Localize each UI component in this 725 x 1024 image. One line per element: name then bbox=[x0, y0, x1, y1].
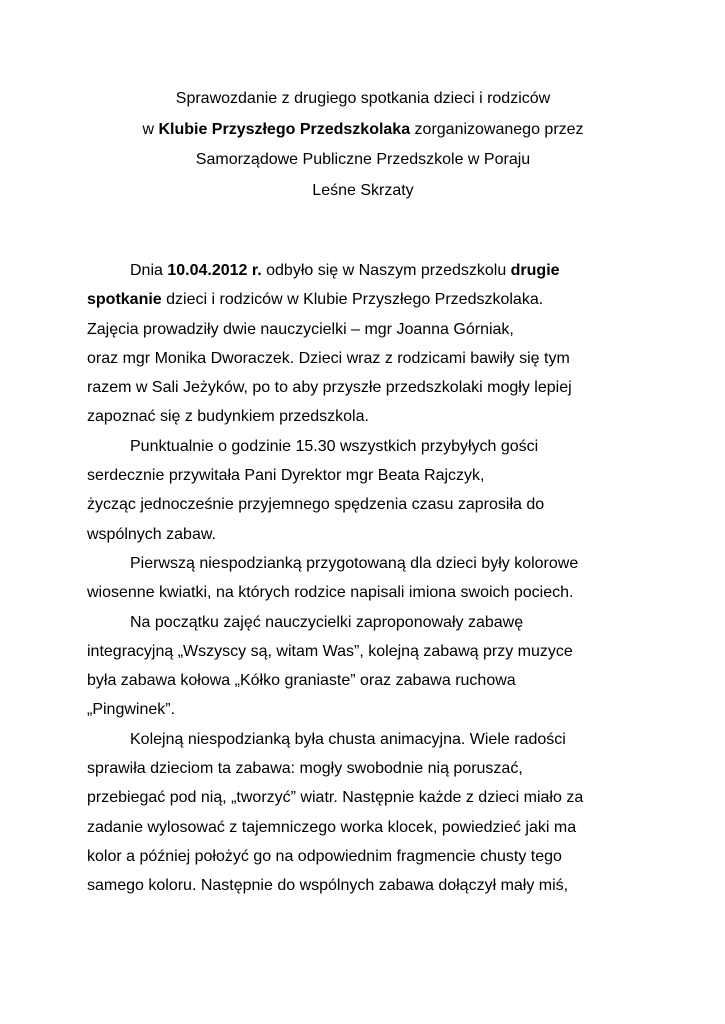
title-line-2-suffix: zorganizowanego przez bbox=[410, 120, 584, 138]
text-run: Dnia bbox=[130, 262, 168, 279]
paragraph-1-line-4: oraz mgr Monika Dworaczek. Dzieci wraz z rodzicami bawiły się tym bbox=[87, 349, 570, 367]
paragraph-4-line-3: była zabawa kołowa „Kółko graniaste” oraz zabawa ruchowa bbox=[87, 672, 516, 690]
paragraph-2-line-4: wspólnych zabaw. bbox=[87, 525, 216, 543]
paragraph-4-line-4: „Pingwinek”. bbox=[87, 701, 176, 719]
paragraph-1-line-5: razem w Sali Jeżyków, po to aby przyszłe przedszkolaki mogły lepiej bbox=[87, 379, 572, 397]
title-line-4: Leśne Skrzaty bbox=[312, 181, 414, 199]
title-line-2 bbox=[80, 115, 646, 146]
paragraph-3-line-2: wiosenne kwiatki, na których rodzice napisali imiona swoich pociech. bbox=[87, 584, 574, 602]
title-line-3: Samorządowe Publiczne Przedszkole w Poraju bbox=[195, 151, 531, 168]
paragraph-5-line-3: przebiegać pod nią, „tworzyć” wiatr. Następnie każde z dzieci miało za bbox=[87, 789, 584, 807]
paragraph-4-line-1: Na początku zajęć nauczycielki zaproponowały zabawę bbox=[130, 613, 524, 631]
bold-text: spotkanie bbox=[87, 291, 162, 309]
date-text: 10.04.2012 r. bbox=[167, 262, 262, 279]
paragraph-5-line-6: samego koloru. Następnie do wspólnych zabawa dołączył mały miś, bbox=[87, 877, 569, 895]
paragraph-1-line-3: Zajęcia prowadziły dwie nauczycielki – mgr Joanna Górniak, bbox=[87, 320, 514, 338]
paragraph-1-line-2 bbox=[87, 285, 583, 314]
paragraph-2-line-3: życząc jednocześnie przyjemnego spędzenia czasu zaprosiła do bbox=[87, 496, 545, 514]
report-body bbox=[87, 256, 583, 901]
paragraph-1-line-6: zapoznać się z budynkiem przedszkola. bbox=[87, 408, 369, 426]
paragraph-5-line-1: Kolejną niespodzianką była chusta animacyjna. Wiele radości bbox=[130, 730, 566, 748]
paragraph-2-line-1: Punktualnie o godzinie 15.30 wszystkich przybyłych gości bbox=[130, 437, 539, 455]
paragraph-5-line-5: kolor a później położyć go na odpowiednim fragmencie chusty tego bbox=[87, 847, 562, 865]
title-line-2-prefix: w bbox=[142, 120, 159, 138]
report-title bbox=[80, 84, 646, 206]
text-run: odbyło się w Naszym przedszkolu bbox=[261, 262, 511, 279]
paragraph-1-line-1 bbox=[87, 256, 583, 285]
bold-text: drugie bbox=[510, 262, 560, 279]
paragraph-2-line-2: serdecznie przywitała Pani Dyrektor mgr Beata Rajczyk, bbox=[87, 467, 485, 485]
paragraph-5-line-4: zadanie wylosować z tajemniczego worka klocek, powiedzieć jaki ma bbox=[87, 818, 577, 836]
text-run: dzieci i rodziców w Klubie Przyszłego Przedszkolaka. bbox=[161, 291, 544, 309]
club-name: Klubie Przyszłego Przedszkolaka bbox=[158, 120, 411, 138]
paragraph-5-line-2: sprawiła dzieciom ta zabawa: mogły swobodnie nią poruszać, bbox=[87, 760, 523, 778]
paragraph-4-line-2: integracyjną „Wszyscy są, witam Was”, kolejną zabawą przy muzyce bbox=[87, 642, 573, 660]
title-line-1: Sprawozdanie z drugiego spotkania dzieci i rodziców bbox=[175, 90, 551, 107]
paragraph-3-line-1: Pierwszą niespodzianką przygotowaną dla dzieci były kolorowe bbox=[130, 554, 579, 572]
